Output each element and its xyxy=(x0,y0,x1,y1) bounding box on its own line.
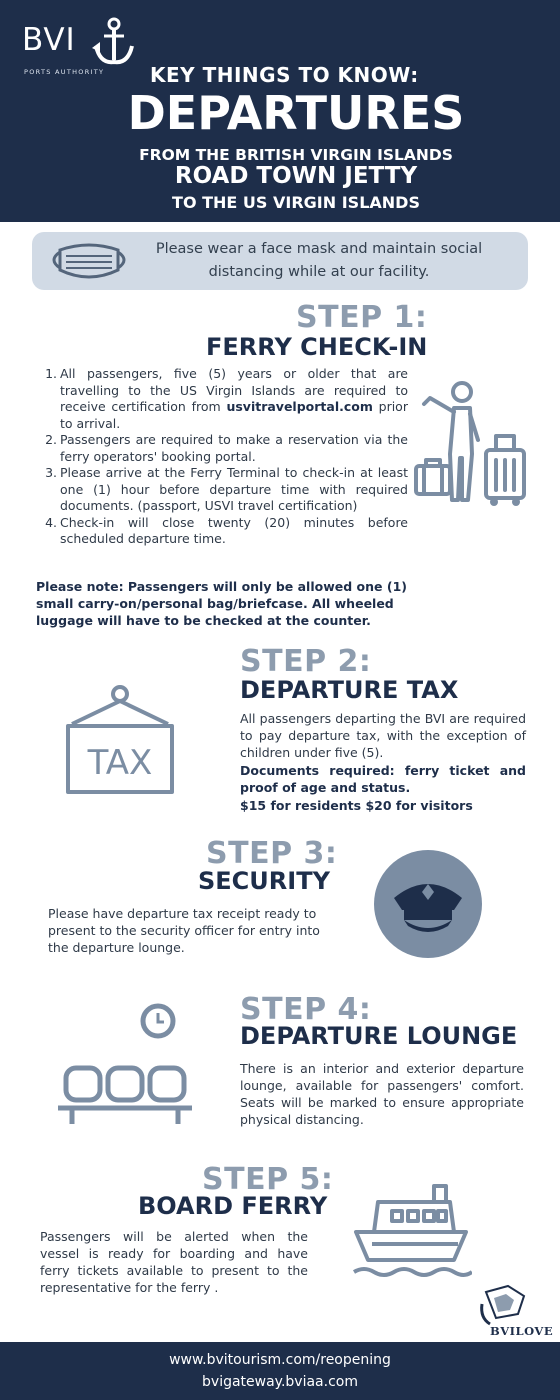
step3-subtitle: SECURITY xyxy=(198,867,330,895)
tax-sign-icon xyxy=(64,684,176,796)
step1-note: Please note: Passengers will only be allowed one (1) small carry-on/personal bag/briefcase. All wheeled luggage will have to be checked at the counter. xyxy=(36,579,407,628)
step5-text: Passengers will be alerted when the vessel is ready for boarding and have ferry tickets available to present to the representative for the ferry . xyxy=(40,1229,308,1295)
list-item xyxy=(36,366,408,432)
list-text: Passengers are required to make a reservation via the ferry operators' booking portal. xyxy=(60,432,408,464)
anchor-icon xyxy=(90,14,134,70)
step1-list xyxy=(36,366,408,548)
notice-text xyxy=(127,238,511,284)
list-text: Please arrive at the Ferry Terminal to check-in at least one (1) hour before departure time with required documents. (passport, USVI travel certification) xyxy=(60,465,408,513)
step5-title: STEP 5: xyxy=(202,1162,334,1197)
gateway-link[interactable]: bvigateway.bviaa.com xyxy=(202,1374,358,1390)
bvilove-text: BVILOVE xyxy=(490,1324,554,1338)
list-text-after: prior to arrival. xyxy=(60,399,408,431)
notice-line-2: distancing while at our facility. xyxy=(208,264,430,280)
step2-title: STEP 2: xyxy=(240,644,372,679)
traveller-luggage-icon xyxy=(410,380,536,508)
list-text-main: All passengers, five (5) years or older that are travelling to the US Virgin Islands are required to receive certification from xyxy=(60,366,408,414)
step3-title: STEP 3: xyxy=(206,836,338,871)
face-mask-icon xyxy=(46,236,132,286)
list-number: 3. xyxy=(45,465,57,480)
bvilove-logo xyxy=(472,1284,552,1340)
bvilove-mark xyxy=(478,1284,530,1326)
step4-title: STEP 4: xyxy=(240,992,372,1027)
tourism-link[interactable]: www.bvitourism.com/reopening xyxy=(169,1352,391,1368)
step1-title: STEP 1: xyxy=(296,300,428,335)
step2-fees: $15 for residents $20 for visitors xyxy=(240,798,473,813)
list-number: 4. xyxy=(45,514,57,530)
step2-subtitle: DEPARTURE TAX xyxy=(240,676,459,704)
tax-sign-label: TAX xyxy=(87,743,153,783)
step4-text: There is an interior and exterior departure lounge, available for passengers' comfort. Seats will be marked to ensure appropriate physical distancing. xyxy=(240,1061,524,1127)
list-text: Check-in will close twenty (20) minutes before scheduled departure time. xyxy=(60,514,408,546)
header-title: DEPARTURES xyxy=(127,86,465,140)
footer xyxy=(0,1342,560,1400)
face-mask-notice xyxy=(32,232,528,290)
clock-icon xyxy=(139,1002,177,1040)
security-cap-icon xyxy=(374,850,482,958)
header-to: TO THE US VIRGIN ISLANDS xyxy=(172,193,420,212)
bvi-ports-authority-logo xyxy=(22,18,142,82)
step4-subtitle: DEPARTURE LOUNGE xyxy=(240,1022,518,1050)
header-location: ROAD TOWN JETTY xyxy=(174,163,418,189)
travel-portal-link[interactable]: usvitravelportal.com xyxy=(226,399,373,414)
ferry-icon xyxy=(350,1180,472,1282)
list-number: 2. xyxy=(45,432,57,447)
notice-line-1: Please wear a face mask and maintain social xyxy=(155,241,483,257)
step1-subtitle: FERRY CHECK-IN xyxy=(206,333,428,361)
header-kicker: KEY THINGS TO KNOW: xyxy=(150,63,419,87)
step5-subtitle: BOARD FERRY xyxy=(138,1192,328,1220)
list-text xyxy=(60,366,408,432)
header-banner xyxy=(0,0,560,222)
logo-subtitle: PORTS AUTHORITY xyxy=(24,68,105,76)
list-item xyxy=(36,432,408,465)
step2-documents: Documents required: ferry ticket and proof of age and status. xyxy=(240,763,526,795)
step3-text: Please have departure tax receipt ready to present to the security officer for entry into the departure lounge. xyxy=(48,906,320,955)
lounge-seats-icon xyxy=(56,1062,194,1128)
header-from: FROM THE BRITISH VIRGIN ISLANDS xyxy=(139,146,453,164)
step2-text: All passengers departing the BVI are required to pay departure tax, with the exception of children under five (5). xyxy=(240,711,526,760)
logo-text: BVI xyxy=(22,22,76,58)
list-item xyxy=(36,465,408,515)
list-item xyxy=(36,515,408,548)
list-number: 1. xyxy=(45,366,57,381)
